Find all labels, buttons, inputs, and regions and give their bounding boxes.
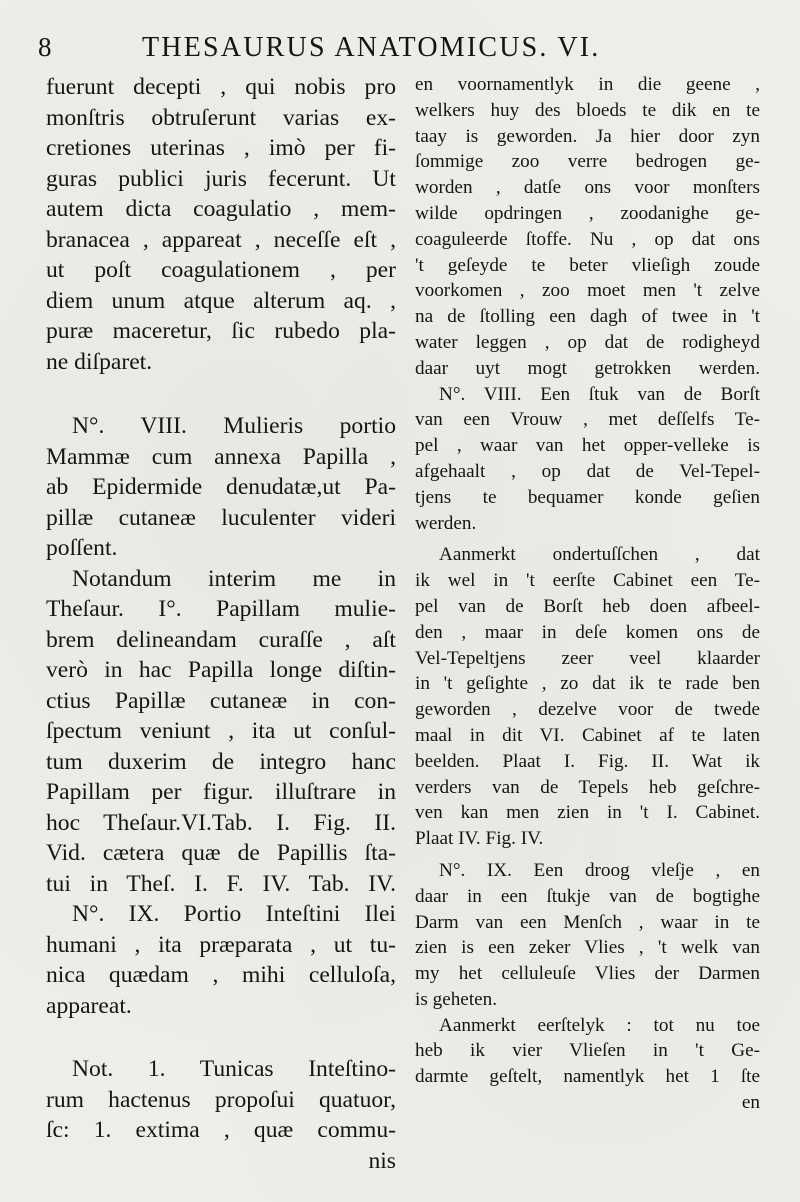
text-line: Aanmerkt ondertuſſchen , dat <box>439 544 760 566</box>
text-line: autem dicta coagulatio , mem- <box>46 196 396 222</box>
section-heading-line: N°. IX. Een droog vleſje , en <box>439 859 760 881</box>
text-line: humani , ita præparata , ut tu- <box>46 931 396 958</box>
text-line: ne diſparet. <box>46 348 153 375</box>
text-line: Mammæ cum annexa Papilla , <box>46 443 396 470</box>
text-line: ven kan men zien in 't I. Cabinet. <box>415 802 760 824</box>
text-line: pillæ cutaneæ luculenter videri <box>46 504 396 531</box>
text-line: welkers huy des bloeds te dik en te <box>415 99 760 121</box>
text-line: tui in Theſ. I. F. IV. Tab. IV. <box>46 870 396 897</box>
text-line: tjens te bequamer konde geſien <box>415 486 760 508</box>
text-line: my het celluleuſe Vlies der Darmen <box>415 963 760 985</box>
text-line: appareat. <box>46 992 132 1019</box>
text-line: fuerunt decepti , qui nobis pro <box>46 74 396 100</box>
text-line: cretiones uterinas , imò per fi- <box>46 135 396 161</box>
text-line: en voornamentlyk in die geene , <box>415 74 760 95</box>
text-line: Not. 1. Tunicas Inteſtino- <box>72 1056 396 1082</box>
text-line: taay is geworden. Ja hier door zyn <box>415 125 760 147</box>
text-line: daar in een ſtukje van de bogtighe <box>415 885 760 907</box>
running-head <box>38 30 778 70</box>
running-head-title: THESAURUS ANATOMICUS. VI. <box>142 32 601 63</box>
text-line: 't geſeyde te beter vlieſigh zoude <box>415 254 760 276</box>
text-line: na de ſtolling een dagh of twee in 't <box>415 306 760 328</box>
dutch-column <box>415 72 760 1116</box>
catchword: nis <box>368 1147 396 1174</box>
text-line: daar uyt mogt getrokken werden. <box>415 357 760 379</box>
text-line: water leggen , op dat de rodigheyd <box>415 331 760 353</box>
text-line: coaguleerde ſtoffe. Nu , op dat ons <box>415 228 760 250</box>
text-line: Vel-Tepeltjens zeer veel klaarder <box>415 647 760 669</box>
text-line: Notandum interim me in <box>72 565 396 592</box>
text-line: Plaat IV. Fig. IV. <box>415 828 544 850</box>
text-line: werden. <box>415 512 477 534</box>
text-line: worden , datſe ons voor monſters <box>415 177 760 199</box>
text-line: maal in dit VI. Cabinet af te laten <box>415 724 760 746</box>
text-line: geworden , dezelve voor de twede <box>415 699 760 721</box>
catchword: en <box>741 1092 760 1114</box>
text-line: ut poſt coagulationem , per <box>46 257 396 283</box>
text-line: afgehaalt , op dat de Vel-Tepel- <box>415 460 760 482</box>
paragraph-gap <box>46 377 396 411</box>
text-line: ſommige zoo verre bedrogen ge- <box>415 151 760 173</box>
text-line: Vid. cætera quæ de Papillis ſta- <box>46 840 396 866</box>
text-line: den , maar in deſe komen ons de <box>415 621 760 643</box>
text-line: van een Vrouw , met deſſelfs Te- <box>415 409 760 431</box>
text-line: wilde opdringen , zoodanighe ge- <box>415 202 760 224</box>
text-line: beelden. Plaat I. Fig. II. Wat ik <box>415 750 760 772</box>
paragraph-gap <box>46 1021 396 1054</box>
text-line: ctius Papillæ cutaneæ in con- <box>46 687 396 714</box>
text-line: in 't geſighte , zo dat ik te rade ben <box>415 673 760 695</box>
text-line: verò in hac Papilla longe diſtin- <box>46 657 396 683</box>
text-line: monſtris obtruſerunt varias ex- <box>46 104 396 131</box>
text-line: nica quædam , mihi celluloſa, <box>46 962 396 988</box>
text-line: is geheten. <box>415 988 498 1010</box>
text-line: ab Epidermide denudatæ,ut Pa- <box>46 474 396 500</box>
text-line: branacea , appareat , neceſſe eſt , <box>46 226 396 253</box>
text-line: guras publici juris fecerunt. Ut <box>46 165 396 192</box>
text-line: ſpectum veniunt , ita ut conſul- <box>46 718 396 744</box>
latin-column <box>46 72 396 1176</box>
text-line: hoc Theſaur.VI.Tab. I. Fig. II. <box>46 809 396 836</box>
text-line: darmte geſtelt, namentlyk het 1 ſte <box>415 1066 760 1088</box>
text-line: zien is een zeker Vlies , 't welk van <box>415 937 760 959</box>
text-line: diem unum atque alterum aq. , <box>46 287 396 314</box>
text-line: pel van de Borſt heb doen afbeel- <box>415 595 760 617</box>
text-line: Darm van een Menſch , waar in te <box>415 911 760 933</box>
text-line: puræ maceretur, ſic rubedo pla- <box>46 318 396 344</box>
text-line: verders van de Tepels heb geſchre- <box>415 776 760 798</box>
text-line: brem delineandam curaſſe , aſt <box>46 626 396 653</box>
section-heading-line: N°. VIII. Een ſtuk van de Borſt <box>439 383 760 405</box>
page-number: 8 <box>38 32 53 62</box>
text-line: ik wel in 't eerſte Cabinet een Te- <box>415 570 760 592</box>
text-line: rum hactenus propoſui quatuor, <box>46 1086 396 1113</box>
text-line: Papillam per figur. illuſtrare in <box>46 779 396 805</box>
text-line: Aanmerkt eerſtelyk : tot nu toe <box>439 1014 760 1036</box>
text-line: Theſaur. I°. Papillam mulie- <box>46 596 396 622</box>
text-line: pel , waar van het opper-velleke is <box>415 435 760 457</box>
text-line: voorkomen , zoo moet men 't zelve <box>415 280 760 302</box>
section-heading-line: N°. VIII. Mulieris portio <box>72 413 396 439</box>
text-line: poſſent. <box>46 535 118 561</box>
text-line: heb ik vier Vlieſen in 't Ge- <box>415 1040 760 1062</box>
text-line: ſc: 1. extima , quæ commu- <box>46 1117 396 1143</box>
text-line: tum duxerim de integro hanc <box>46 748 396 775</box>
section-heading-line: N°. IX. Portio Inteſtini Ilei <box>72 901 396 927</box>
